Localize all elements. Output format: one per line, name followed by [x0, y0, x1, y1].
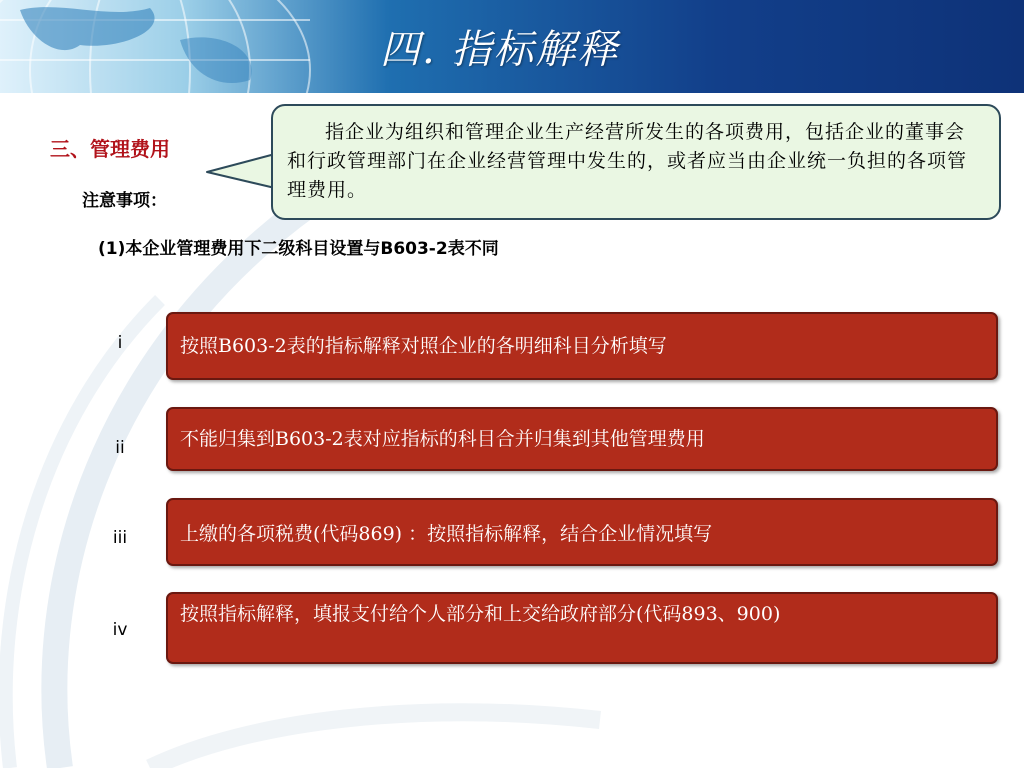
page-title: 四. 指标解释 [380, 27, 620, 73]
item-box-i: 按照B603-2表的指标解释对照企业的各明细科目分析填写 [166, 312, 998, 380]
numeral-iv: iv [112, 620, 128, 640]
point-1-text: (1)本企业管理费用下二级科目设置与B603-2表不同 [98, 239, 499, 259]
numeral-ii: ii [115, 438, 125, 458]
header-banner [0, 0, 1024, 93]
definition-callout: 指企业为组织和管理企业生产经营所发生的各项费用，包括企业的董事会和行政管理部门在企业经营管理中发生的，或者应当由企业统一负担的各项管理费用。 [271, 104, 1001, 220]
item-box-ii: 不能归集到B603-2表对应指标的科目合并归集到其他管理费用 [166, 407, 998, 471]
item-box-iii: 上缴的各项税费(代码869) ：按照指标解释，结合企业情况填写 [166, 498, 998, 566]
notes-label: 注意事项： [82, 191, 167, 211]
item-box-iv: 按照指标解释，填报支付给个人部分和上交给政府部分(代码893、900) [166, 592, 998, 664]
numeral-iii: iii [112, 528, 128, 548]
numeral-i: i [117, 333, 123, 353]
section-heading: 三、管理费用 [50, 137, 170, 161]
